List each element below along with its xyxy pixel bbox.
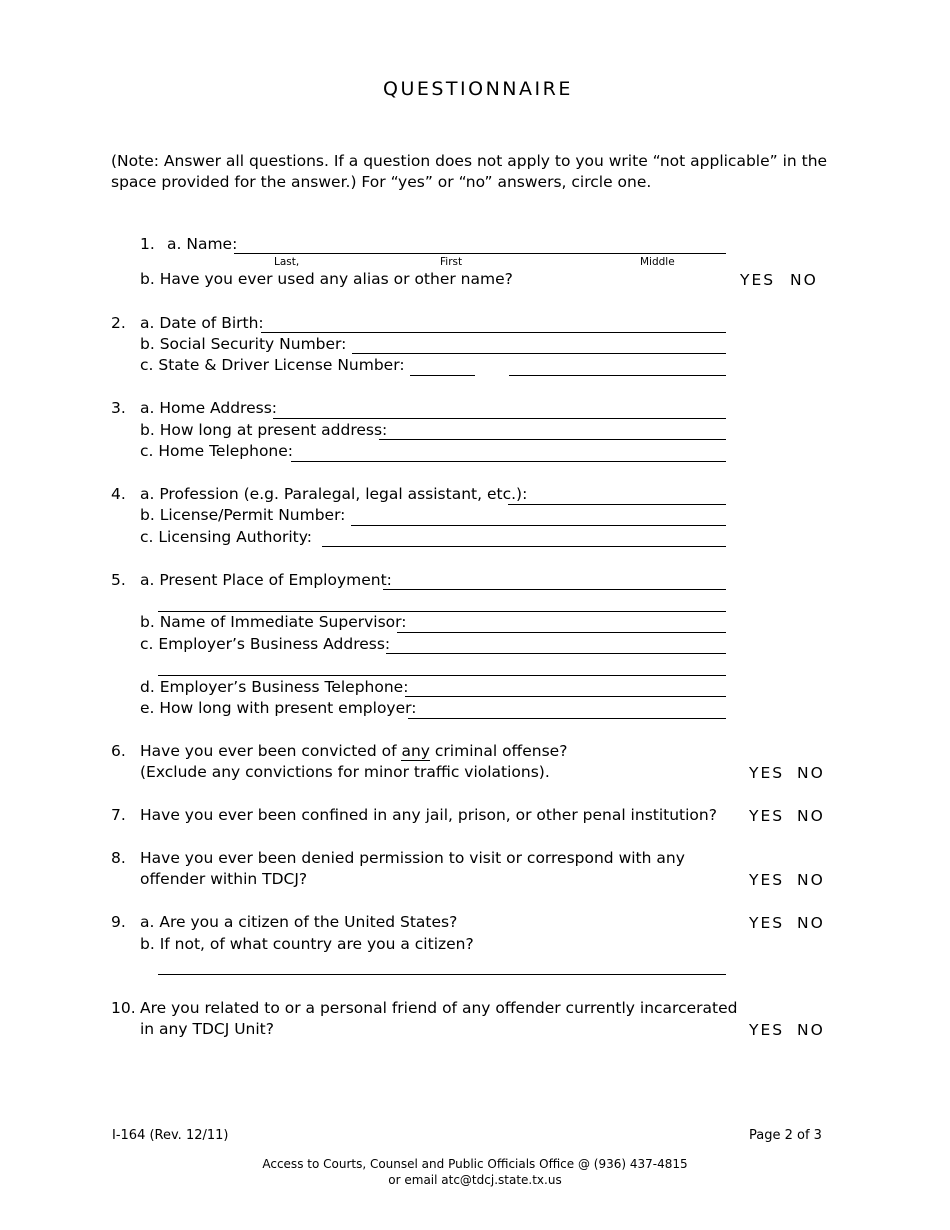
q6-question-line1 bbox=[140, 744, 567, 760]
q5e-time-with-employer-field[interactable] bbox=[408, 718, 726, 719]
q2a-label: a. Date of Birth: bbox=[140, 314, 264, 332]
q1a-name-field[interactable] bbox=[234, 253, 726, 254]
q10-no-option[interactable]: NO bbox=[797, 1021, 825, 1039]
q6-question-line2: (Exclude any convictions for minor traffic violations). bbox=[140, 763, 550, 781]
q2a-birth-date-field[interactable] bbox=[261, 332, 726, 333]
name-last-caption: Last, bbox=[274, 256, 300, 268]
q3-number: 3. bbox=[111, 399, 126, 417]
q7-question: Have you ever been confined in any jail, prison, or other penal institution? bbox=[140, 806, 717, 824]
q5c-business-address-field-line2[interactable] bbox=[158, 675, 726, 676]
q8-number: 8. bbox=[111, 849, 126, 867]
q6-no-option[interactable]: NO bbox=[797, 764, 825, 782]
q4b-label: b. License/Permit Number: bbox=[140, 506, 346, 524]
q4b-license-permit-field[interactable] bbox=[351, 525, 726, 526]
q5b-label: b. Name of Immediate Supervisor: bbox=[140, 613, 407, 631]
office-email: or email atc@tdcj.state.tx.us bbox=[388, 1173, 562, 1187]
q2-number: 2. bbox=[111, 314, 126, 332]
q6-text-post: criminal offense? bbox=[429, 742, 568, 760]
name-middle-caption: Middle bbox=[640, 256, 675, 268]
q9b-country-field[interactable] bbox=[158, 974, 726, 975]
form-id: I-164 (Rev. 12/11) bbox=[112, 1128, 229, 1143]
office-contact: Access to Courts, Counsel and Public Officials Office @ (936) 437-4815 bbox=[262, 1157, 688, 1171]
q6-number: 6. bbox=[111, 742, 126, 760]
q4c-licensing-authority-field[interactable] bbox=[322, 546, 726, 547]
q3b-label: b. How long at present address: bbox=[140, 421, 388, 439]
q9a-no-option[interactable]: NO bbox=[797, 914, 825, 932]
q5a-employment-field-line2[interactable] bbox=[158, 611, 726, 612]
q10-number: 10. bbox=[111, 999, 136, 1017]
q5a-label: a. Present Place of Employment: bbox=[140, 571, 392, 589]
q5b-supervisor-field[interactable] bbox=[397, 632, 726, 633]
q2b-label: b. Social Security Number: bbox=[140, 335, 347, 353]
q3c-home-telephone-field[interactable] bbox=[291, 461, 726, 462]
q10-yes-option[interactable]: YES bbox=[749, 1021, 785, 1039]
q3c-label: c. Home Telephone: bbox=[140, 442, 294, 460]
q5d-business-telephone-field[interactable] bbox=[405, 696, 726, 697]
q9b-label: b. If not, of what country are you a citizen? bbox=[140, 935, 474, 953]
q4a-label: a. Profession (e.g. Paralegal, legal assistant, etc.): bbox=[140, 485, 528, 503]
q2c-state-field[interactable] bbox=[410, 375, 475, 376]
instructions-note: (Note: Answer all questions. If a question does not apply to you write “not applicable” in the space provided for the answer.) For “yes” or “no” answers, circle one. bbox=[111, 152, 828, 191]
page-number: Page 2 of 3 bbox=[749, 1128, 822, 1143]
q1b-no-option[interactable]: NO bbox=[790, 271, 818, 289]
q6-text-emphasis: any bbox=[401, 742, 430, 760]
q5e-label: e. How long with present employer: bbox=[140, 699, 417, 717]
q1a-label: a. Name: bbox=[167, 235, 238, 253]
q3a-label: a. Home Address: bbox=[140, 399, 278, 417]
q9-number: 9. bbox=[111, 913, 126, 931]
q9a-yes-option[interactable]: YES bbox=[749, 914, 785, 932]
page-title: QUESTIONNAIRE bbox=[383, 78, 573, 100]
q8-question-line1: Have you ever been denied permission to visit or correspond with any bbox=[140, 849, 685, 867]
q10-question-line1: Are you related to or a personal friend of any offender currently incarcerated bbox=[140, 999, 738, 1017]
q8-question-line2: offender within TDCJ? bbox=[140, 870, 308, 888]
q1b-yes-option[interactable]: YES bbox=[740, 271, 776, 289]
q2c-license-number-field[interactable] bbox=[509, 375, 726, 376]
q3a-home-address-field[interactable] bbox=[273, 418, 726, 419]
q1b-label: b. Have you ever used any alias or other name? bbox=[140, 270, 513, 288]
q6-text-pre: Have you ever been convicted of bbox=[140, 742, 402, 760]
name-first-caption: First bbox=[440, 256, 463, 268]
q2c-label: c. State & Driver License Number: bbox=[140, 356, 405, 374]
q5c-label: c. Employer’s Business Address: bbox=[140, 635, 391, 653]
q9a-label: a. Are you a citizen of the United States? bbox=[140, 913, 458, 931]
q3b-time-at-address-field[interactable] bbox=[379, 439, 726, 440]
q1-number: 1. bbox=[140, 235, 155, 253]
q8-yes-option[interactable]: YES bbox=[749, 871, 785, 889]
q5c-business-address-field[interactable] bbox=[386, 653, 726, 654]
q7-number: 7. bbox=[111, 806, 126, 824]
q7-no-option[interactable]: NO bbox=[797, 807, 825, 825]
q4a-profession-field[interactable] bbox=[508, 504, 726, 505]
q4c-label: c. Licensing Authority: bbox=[140, 528, 313, 546]
q7-yes-option[interactable]: YES bbox=[749, 807, 785, 825]
q8-no-option[interactable]: NO bbox=[797, 871, 825, 889]
q10-question-line2: in any TDCJ Unit? bbox=[140, 1020, 274, 1038]
q5-number: 5. bbox=[111, 571, 126, 589]
q5a-employment-field[interactable] bbox=[383, 589, 726, 590]
q2b-ssn-field[interactable] bbox=[352, 353, 726, 354]
q6-yes-option[interactable]: YES bbox=[749, 764, 785, 782]
q4-number: 4. bbox=[111, 485, 126, 503]
q5d-label: d. Employer’s Business Telephone: bbox=[140, 678, 409, 696]
